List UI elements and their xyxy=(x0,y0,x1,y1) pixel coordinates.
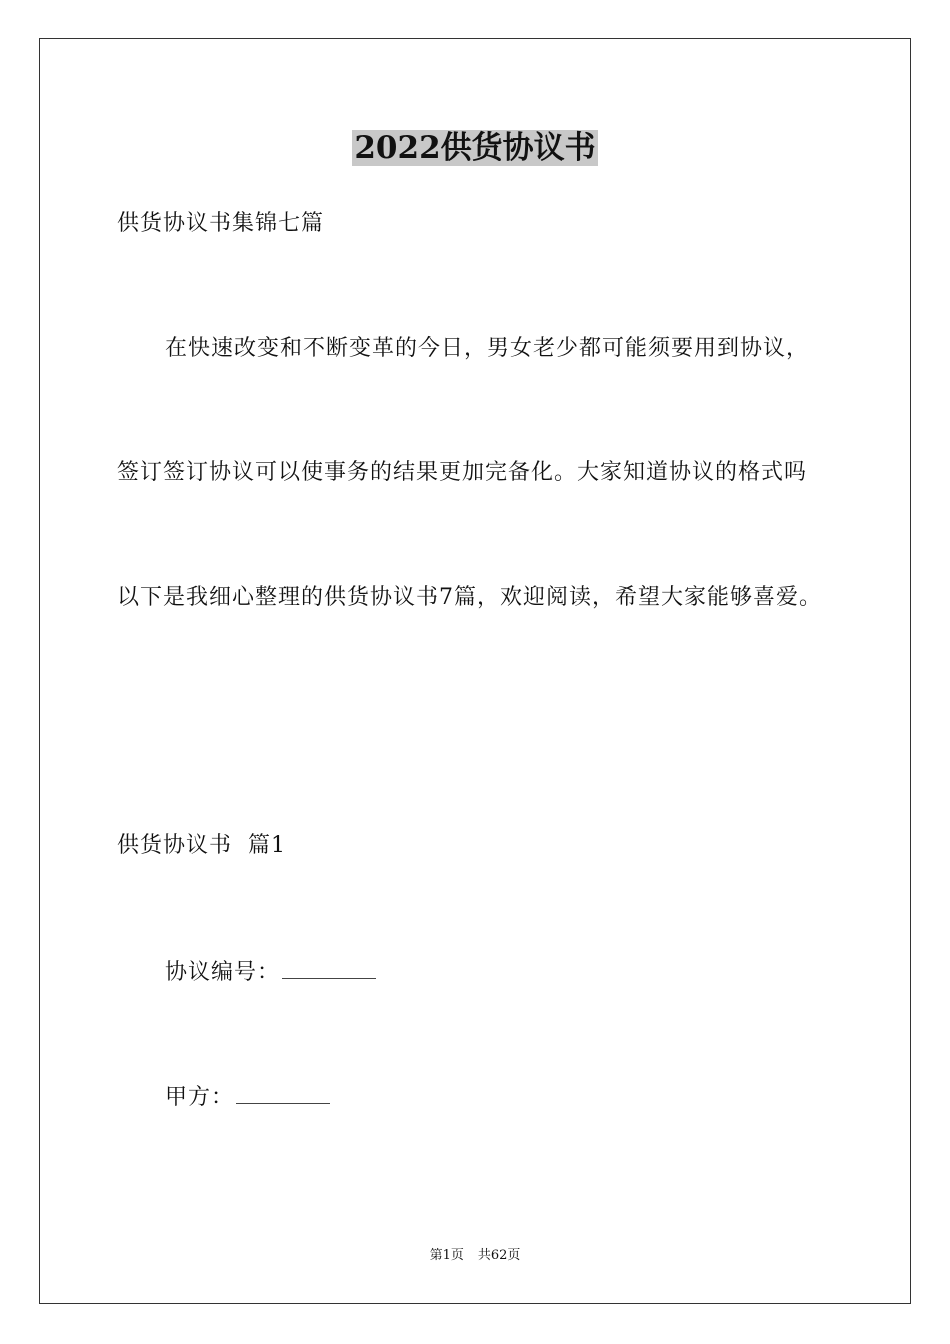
section-heading: 供货协议书 篇1 xyxy=(117,833,286,858)
intro-line-2: 签订签订协议可以使事务的结果更加完备化。大家知道协议的格式吗 xyxy=(117,460,808,485)
document-title-text: 2022供货协议书 xyxy=(354,130,596,166)
party-a-label: 甲方： xyxy=(165,1085,235,1110)
page-footer xyxy=(0,1247,950,1265)
document-subtitle: 供货协议书集锦七篇 xyxy=(117,211,325,236)
page-total: 共62页 xyxy=(477,1248,521,1263)
party-a-row xyxy=(165,1081,330,1113)
agreement-number-row xyxy=(165,956,376,988)
page-number: 第1页 xyxy=(429,1248,464,1263)
document-title xyxy=(0,128,950,168)
intro-line-1: 在快速改变和不断变革的今日，男女老少都可能须要用到协议， xyxy=(165,336,810,361)
agreement-number-blank xyxy=(282,956,376,979)
party-a-blank xyxy=(236,1081,330,1104)
intro-line-3: 以下是我细心整理的供货协议书7篇，欢迎阅读，希望大家能够喜爱。 xyxy=(117,585,822,610)
agreement-number-label: 协议编号： xyxy=(165,960,281,985)
